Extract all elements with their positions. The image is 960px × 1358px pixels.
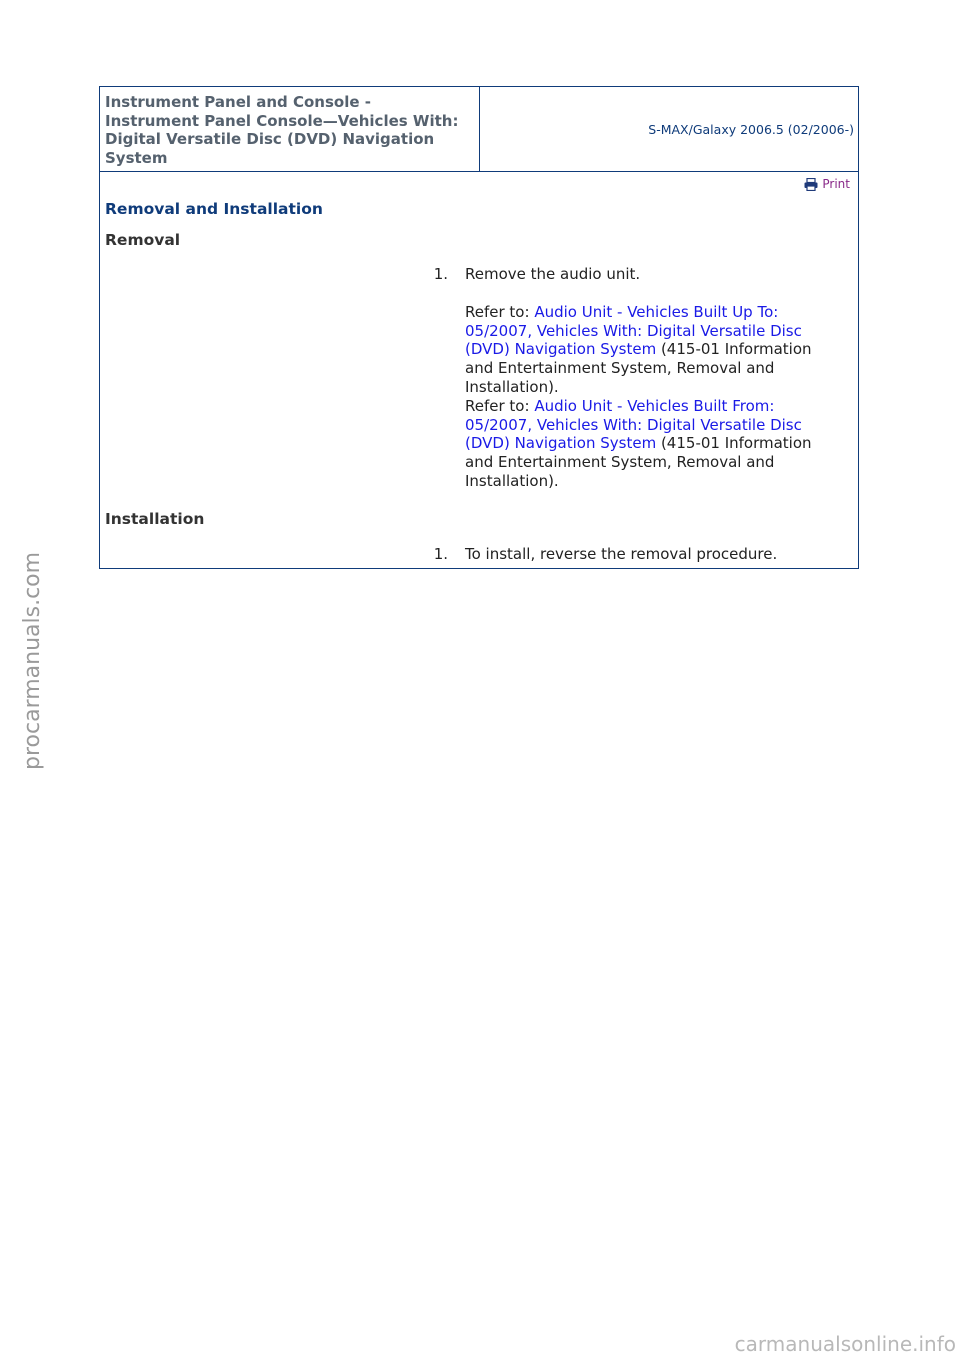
reference-2 — [465, 397, 845, 491]
audio-unit-up-to-link[interactable]: 05/2007, Vehicles With: Digital Versatile Disc — [465, 321, 802, 340]
bottom-watermark: carmanualsonline.info — [734, 1332, 956, 1356]
reference-1 — [465, 303, 845, 397]
print-button[interactable] — [804, 177, 850, 191]
step-number: 1. — [433, 265, 448, 283]
title-line: Digital Versatile Disc (DVD) Navigation — [105, 130, 435, 148]
vehicle-model — [480, 87, 858, 172]
removal-heading: Removal — [105, 231, 181, 249]
ref-suffix: (415-01 Information — [656, 434, 812, 453]
ref-suffix: (415-01 Information — [656, 340, 812, 359]
step-text: To install, reverse the removal procedure. — [465, 545, 778, 563]
audio-unit-from-link[interactable]: (DVD) Navigation System — [465, 434, 657, 453]
document-title — [100, 87, 480, 172]
ref-prefix: Refer to: — [465, 302, 535, 321]
section-title: Removal and Installation — [105, 200, 323, 218]
printer-icon — [804, 178, 818, 191]
audio-unit-from-link[interactable]: 05/2007, Vehicles With: Digital Versatile Disc — [465, 415, 802, 434]
ref-suffix: and Entertainment System, Removal and — [465, 453, 775, 472]
ref-suffix: Installation). — [465, 471, 559, 490]
title-line: Instrument Panel Console—Vehicles With: — [105, 111, 459, 130]
audio-unit-from-link[interactable]: Audio Unit - Vehicles Built From: — [534, 396, 775, 415]
document-frame — [99, 86, 859, 569]
title-line: System — [105, 148, 168, 167]
ref-suffix: Installation). — [465, 377, 559, 396]
model-label: S-MAX/Galaxy 2006.5 (02/2006-) — [648, 121, 854, 137]
step-text: Remove the audio unit. — [465, 265, 641, 283]
installation-heading: Installation — [105, 510, 205, 528]
step-number: 1. — [433, 545, 448, 563]
side-watermark: procarmanuals.com — [20, 551, 45, 770]
ref-suffix: and Entertainment System, Removal and — [465, 359, 775, 378]
print-label: Print — [822, 177, 850, 191]
audio-unit-up-to-link[interactable]: Audio Unit - Vehicles Built Up To: — [534, 302, 779, 321]
audio-unit-up-to-link[interactable]: (DVD) Navigation System — [465, 340, 657, 359]
title-line: Instrument Panel and Console - — [105, 93, 371, 111]
ref-prefix: Refer to: — [465, 396, 535, 415]
